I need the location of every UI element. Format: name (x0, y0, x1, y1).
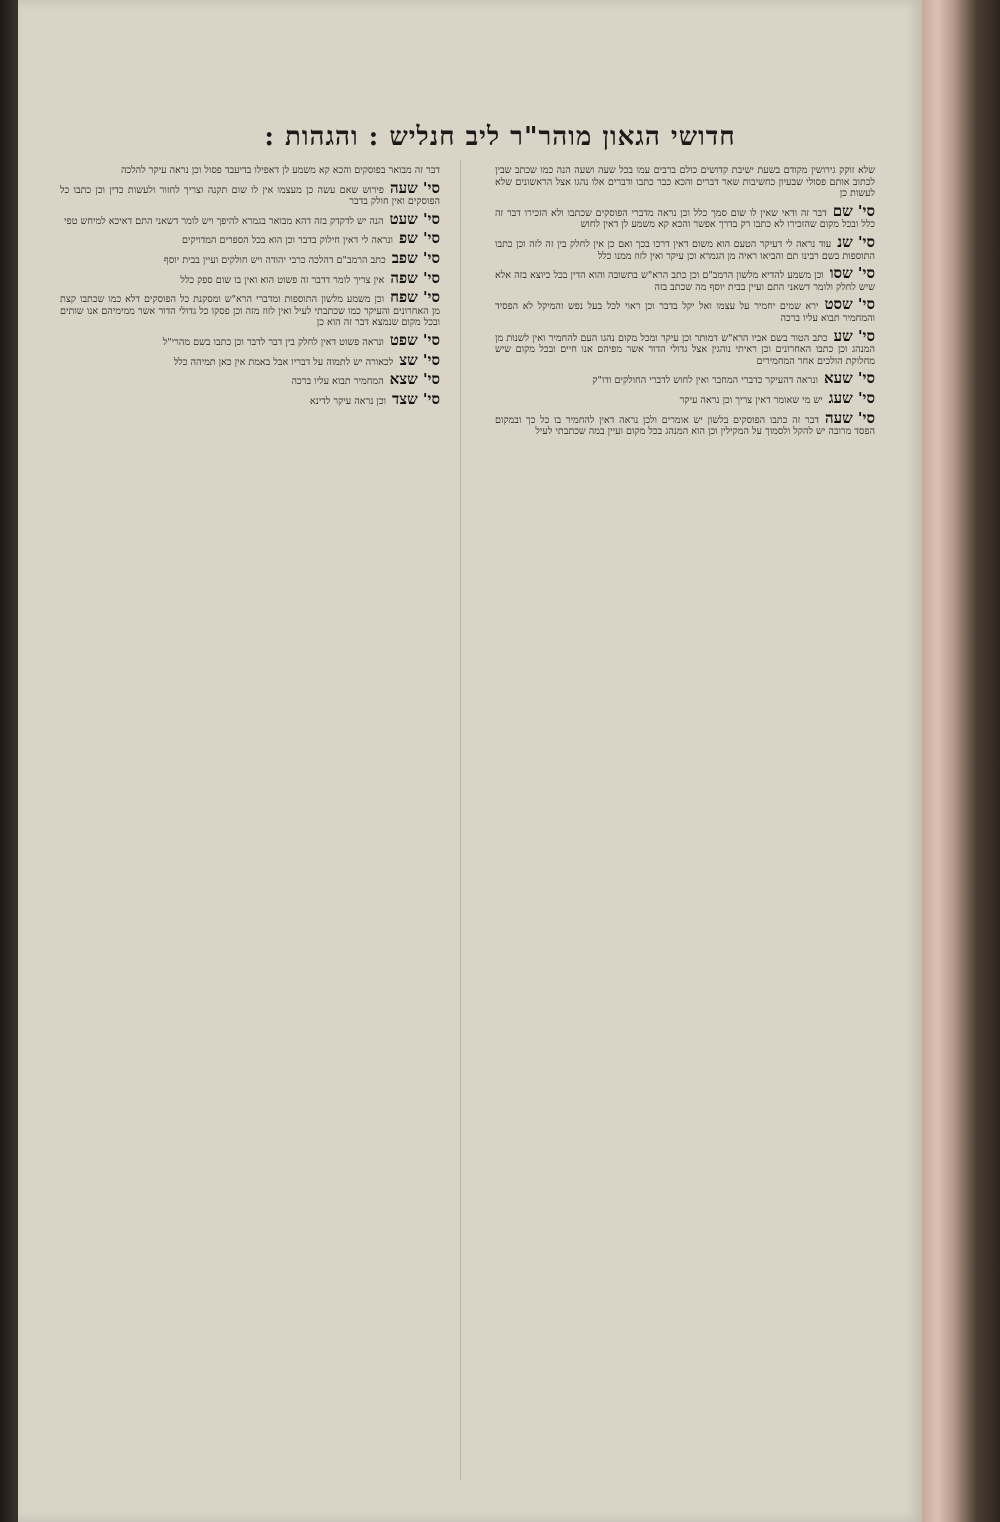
left-column (60, 165, 440, 1475)
siman-heading: סי' שצא (389, 370, 440, 389)
siman-heading: סי' שפה (390, 268, 440, 287)
commentary-text: כתב הטור בשם אביו הרא"ש דמותר וכן עיקר ומכל מקום נהגו העם להחמיר ואין לשנות מן המנהג וכן כתבו האחרונים וכן ראיתי נוהגין אצל גדולי הדור אשר מפיהם אנו חיים ובכל מקום שיש מחלוקת הולכים אחר המחמירים (495, 332, 875, 367)
commentary-text: דבר זה כתבו הפוסקים בלשון יש אומרים ולכן נראה דאין להחמיר בו כל כך ובמקום הפסד מרובה יש להקל ולסמוך על המקילין וכן הוא המנהג בכל מקום ועיין במה שכתבתי לעיל (495, 414, 875, 438)
commentary-text: ונראה דהעיקר כדברי המחבר ואין לחוש לדברי החולקים ודו"ק (592, 375, 818, 387)
commentary-text: אין צריך לומר דדבר זה פשוט הוא ואין בו שום ספק כלל (180, 274, 385, 286)
commentary-block (60, 268, 440, 287)
commentary-block (60, 165, 440, 177)
siman-heading: סי' שצ (399, 350, 440, 369)
commentary-block (60, 330, 440, 349)
book-spine (0, 0, 18, 1522)
commentary-block (60, 248, 440, 267)
commentary-text: וכן משמע להדיא מלשון הרמב"ם וכן כתב הרא"ש בתשובה והוא הדין בכל כיוצא בזה אלא שיש לחלק ולומר דשאני התם ועיין בבית יוסף מה שכתב בזה (495, 270, 875, 293)
right-column (495, 165, 875, 1475)
commentary-text: וכן משמע מלשון התוספות ומדברי הרא"ש ומסקנת כל הפוסקים דלא כמו שכתבו קצת מן האחרונים והעיקר כמו שכתבתי לעיל ואין לזוז מזה וכן פסקו כל גדולי הדור אשר ממימיהם אנו שותים ובכל מקום שנמצא דבר זה הוא כן (60, 294, 440, 329)
siman-heading: סי' שעה (389, 178, 440, 197)
siman-heading: סי' שעא (823, 369, 875, 388)
siman-heading: סי' שם (832, 201, 875, 220)
commentary-text: פירוש שאם עשה כן מעצמו אין לו שום תקנה וצריך לחזור ולעשות כדין וכן כתבו כל הפוסקים ואין חולק בדבר (60, 184, 440, 208)
commentary-block (495, 165, 875, 200)
siman-heading: סי' שסט (824, 295, 875, 314)
siman-heading: סי' שעט (389, 209, 440, 228)
page-title: חדושי הגאון מוהר"ר ליב חנליש : והגהות : (264, 122, 736, 152)
commentary-block (60, 209, 440, 228)
commentary-block (495, 408, 875, 438)
commentary-text: עוד נראה לי דעיקר הטעם הוא משום דאין דרכו בכך ואם כן אין לחלק בין זה לזה וכן כתבו התוספות בשם רבינו תם והביאו ראיה מן הגמרא וכן עיקר ואין לזוז ממנו כלל (495, 238, 875, 262)
commentary-text: כתב הרמב"ם דהלכה כרבי יהודה ויש חולקים ועיין בבית יוסף (163, 254, 386, 266)
siman-heading: סי' שצד (392, 389, 440, 408)
siman-heading: סי' שפח (390, 288, 440, 307)
siman-heading: סי' שפב (391, 248, 440, 267)
column-divider (460, 160, 461, 1480)
commentary-block (60, 350, 440, 369)
siman-heading: סי' שעה (824, 408, 875, 427)
commentary-text: הנה יש לדקדק בזה דהא מבואר בגמרא להיפך ויש לומר דשאני התם דאיכא למיחש טפי (64, 215, 384, 227)
commentary-block (495, 201, 875, 231)
siman-heading: סי' שפ (398, 229, 440, 248)
commentary-block (495, 264, 875, 293)
commentary-text: וכן נראה עיקר לדינא (309, 395, 387, 407)
commentary-text: ונראה פשוט דאין לחלק בין דבר לדבר וכן כתבו בשם מהרי"ל (162, 336, 384, 348)
commentary-text: דבר זה מבואר בפוסקים והכא קא משמע לן דאפילו בדיעבד פסול וכן נראה עיקר להלכה (120, 165, 440, 176)
commentary-block (60, 370, 440, 389)
siman-heading: סי' שנ (837, 232, 875, 251)
commentary-block (60, 229, 440, 248)
commentary-block (495, 232, 875, 262)
commentary-text: המחמיר תבוא עליו ברכה (291, 376, 384, 388)
siman-heading: סי' שעג (828, 388, 875, 407)
commentary-block (495, 388, 875, 407)
commentary-block (60, 178, 440, 208)
commentary-text: ונראה לי דאין חילוק בדבר וכן הוא בכל הספרים המדויקים (181, 235, 393, 247)
siman-heading: סי' שפט (389, 330, 440, 349)
commentary-block (495, 326, 875, 368)
commentary-text: שלא זוקק גירושין מקודם בשעת ישיבת קדושים כולם ברבים עמו בכל שעה ושעה הנה כמו שכתב שבין לכתוב אותם פסולי שבעיון כחשיבות שאר דברים והכא כבר כתבו ודברים אלו נהגו אצל הראשונים שלא לעשות כן (495, 165, 875, 200)
commentary-text: דבר זה ודאי שאין לו שום סמך כלל וכן נראה מדברי הפוסקים שכתבו ולא הזכירו דבר זה כלל ובכל מקום שהזכירו לא כתבו רק בדרך אפשר והכא קא משמע לן דאין לחוש (495, 207, 875, 231)
commentary-block (495, 295, 875, 324)
commentary-text: לכאורה יש לתמוה על דבריו אבל באמת אין כאן תמיהה כלל (173, 356, 394, 368)
commentary-block (60, 389, 440, 408)
commentary-text: ירא שמים יחמיר על עצמו ואל יקל בדבר וכן ראוי לכל בעל נפש והמיקל לא הפסיד והמחמיר תבוא עליו ברכה (495, 301, 875, 324)
siman-heading: סי' שע (833, 326, 875, 345)
commentary-block (60, 288, 440, 329)
page-edges (922, 0, 1000, 1522)
commentary-block (495, 369, 875, 388)
commentary-text: יש מי שאומר דאין צריך וכן נראה עיקר (679, 394, 823, 406)
siman-heading: סי' שסו (829, 264, 875, 283)
